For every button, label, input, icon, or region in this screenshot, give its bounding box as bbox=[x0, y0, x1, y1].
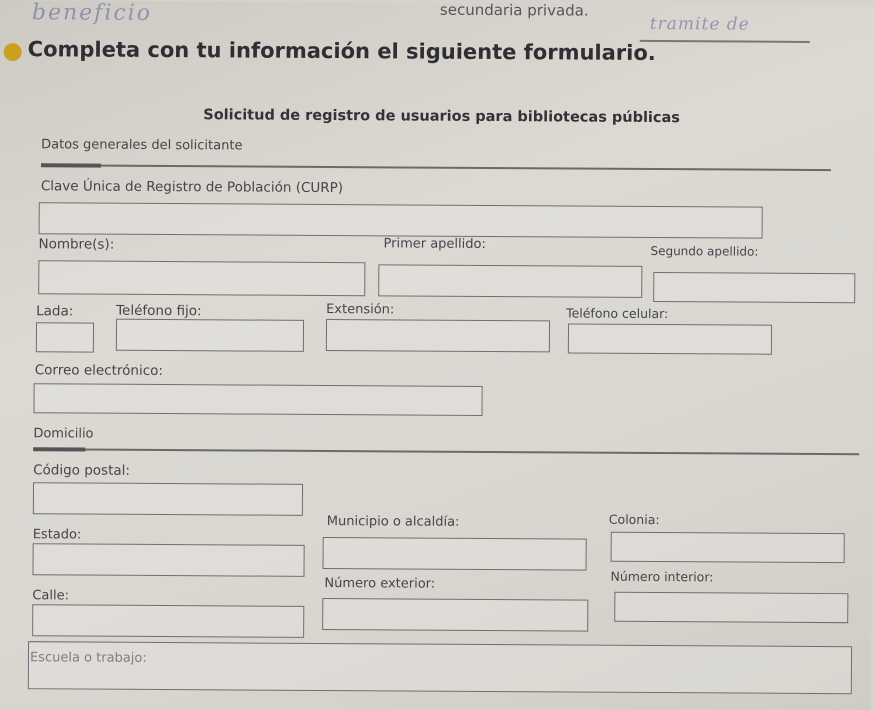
email-field[interactable] bbox=[33, 383, 482, 416]
cell-label: Teléfono celular: bbox=[566, 305, 669, 322]
name-label: Nombre(s): bbox=[38, 236, 115, 253]
form-title: Solicitud de registro de usuarios para bibliotecas públicas bbox=[203, 107, 680, 127]
phone-field[interactable] bbox=[116, 319, 304, 352]
email-label: Correo electrónico: bbox=[34, 362, 164, 380]
ext-number-field[interactable] bbox=[322, 598, 588, 632]
second-surname-label: Segundo apellido: bbox=[650, 243, 759, 259]
street-field[interactable] bbox=[32, 604, 304, 638]
colony-field[interactable] bbox=[611, 532, 845, 563]
int-number-label: Número interior: bbox=[610, 568, 714, 585]
second-surname-field[interactable] bbox=[653, 272, 855, 303]
state-field[interactable] bbox=[32, 543, 304, 577]
street-label: Calle: bbox=[32, 588, 70, 604]
top-line-text: secundaria privada. bbox=[439, 0, 589, 20]
first-surname-label: Primer apellido: bbox=[383, 236, 486, 252]
school-field[interactable] bbox=[28, 641, 852, 694]
postal-code-label: Código postal: bbox=[33, 462, 131, 479]
handwritten-note-left: beneficio bbox=[31, 0, 153, 26]
extension-field[interactable] bbox=[326, 319, 550, 352]
section-general-rule bbox=[41, 164, 831, 170]
header-underline bbox=[640, 40, 810, 43]
postal-code-field[interactable] bbox=[33, 482, 303, 516]
instruction-heading: Completa con tu información el siguiente formulario. bbox=[27, 37, 656, 66]
phone-label: Teléfono fijo: bbox=[116, 302, 202, 320]
colony-label: Colonia: bbox=[608, 511, 660, 528]
curp-field[interactable] bbox=[39, 202, 763, 238]
cell-field[interactable] bbox=[568, 323, 772, 354]
handwritten-note-right: tramite de bbox=[649, 13, 750, 35]
lada-label: Lada: bbox=[36, 303, 74, 320]
municipality-field[interactable] bbox=[323, 537, 587, 571]
section-address-rule-accent bbox=[33, 447, 85, 451]
lada-field[interactable] bbox=[36, 322, 94, 352]
first-surname-field[interactable] bbox=[378, 264, 642, 298]
extension-label: Extensión: bbox=[326, 301, 395, 318]
state-label: Estado: bbox=[32, 527, 82, 543]
school-label: Escuela o trabajo: bbox=[29, 650, 147, 666]
section-address-rule bbox=[33, 448, 859, 455]
section-general-rule-accent bbox=[41, 163, 101, 167]
section-address-label: Domicilio bbox=[33, 426, 94, 442]
bullet-icon bbox=[4, 43, 22, 61]
municipality-label: Municipio o alcaldía: bbox=[326, 514, 460, 530]
section-general-label: Datos generales del solicitante bbox=[41, 137, 243, 154]
curp-label: Clave Única de Registro de Población (CURP) bbox=[40, 178, 344, 197]
int-number-field[interactable] bbox=[614, 592, 848, 623]
name-field[interactable] bbox=[38, 260, 365, 296]
ext-number-label: Número exterior: bbox=[324, 575, 436, 592]
